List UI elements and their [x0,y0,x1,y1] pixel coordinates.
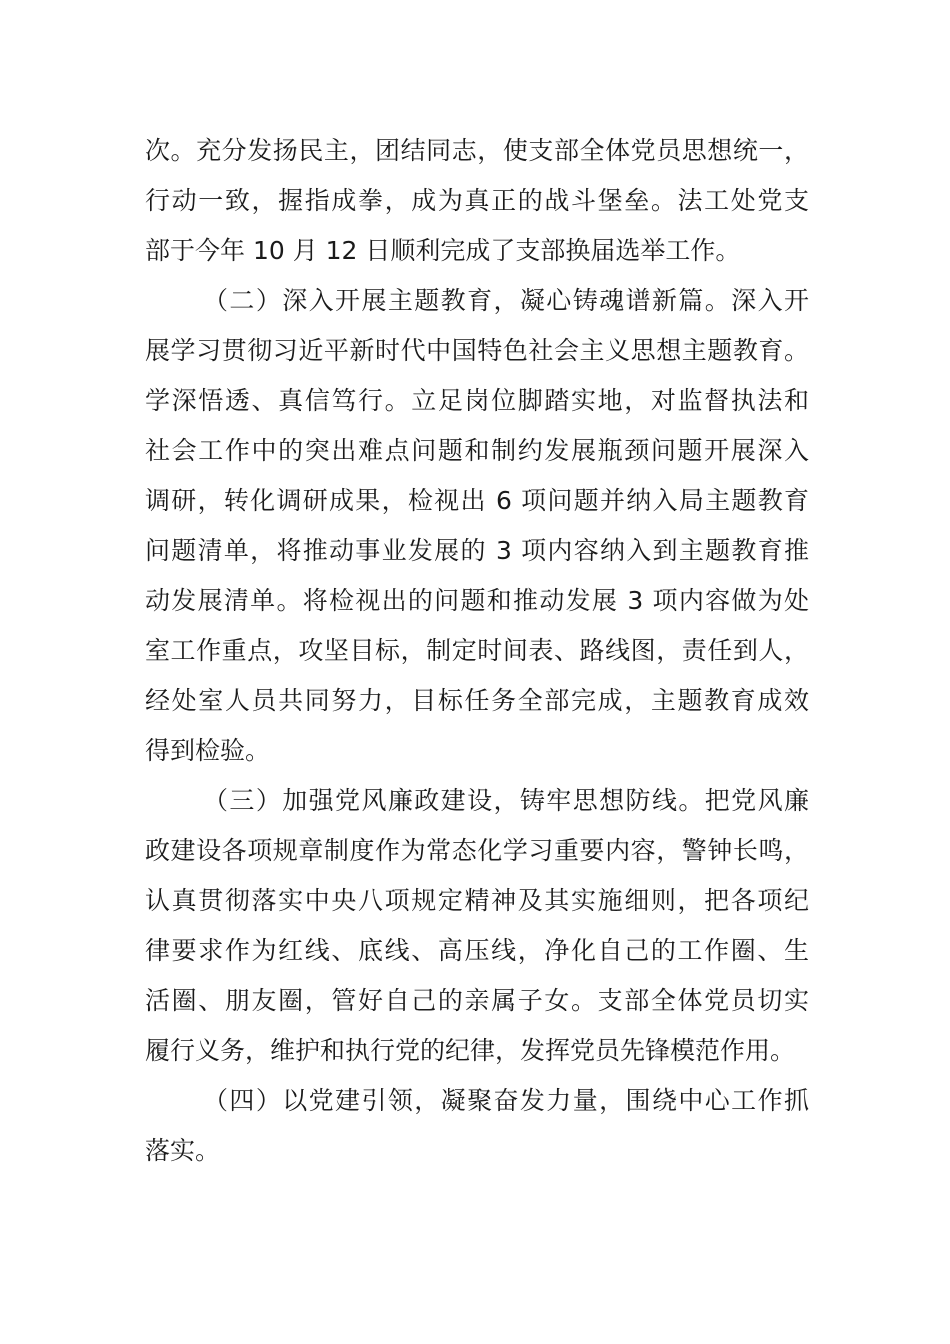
section-heading-line: （三）加强党风廉政建设，铸牢思想防线。把党风廉 [203,786,809,815]
text-line: 经处室人员共同努力，目标任务全部完成，主题教育成效 [145,686,809,715]
text-line: 社会工作中的突出难点问题和制约发展瓶颈问题开展深入 [145,436,809,465]
document-body [145,126,809,1176]
section-heading-line: （四）以党建引领，凝聚奋发力量，围绕中心工作抓 [203,1086,809,1115]
text-line: 政建设各项规章制度作为常态化学习重要内容，警钟长鸣， [145,836,809,865]
text-line: 调研，转化调研成果，检视出 6 项问题并纳入局主题教育 [145,486,809,515]
paragraph-2 [145,276,809,776]
text-line: 得到检验。 [145,736,271,765]
section-heading-line: （二）深入开展主题教育，凝心铸魂谱新篇。深入开 [203,286,809,315]
text-line: 认真贯彻落实中央八项规定精神及其实施细则，把各项纪 [145,886,809,915]
text-line: 室工作重点，攻坚目标，制定时间表、路线图，责任到人， [145,636,809,665]
text-line: 次。充分发扬民主，团结同志，使支部全体党员思想统一， [145,136,809,165]
text-line: 落实。 [145,1136,221,1165]
text-line: 部于今年 10 月 12 日顺利完成了支部换届选举工作。 [145,236,741,265]
text-line: 行动一致，握指成拳，成为真正的战斗堡垒。法工处党支 [145,186,809,215]
paragraph-1 [145,126,809,276]
paragraph-4 [145,1076,809,1176]
paragraph-3 [145,776,809,1076]
text-line: 律要求作为红线、底线、高压线，净化自己的工作圈、生 [145,936,809,965]
text-line: 问题清单，将推动事业发展的 3 项内容纳入到主题教育推 [145,536,809,565]
text-line: 动发展清单。将检视出的问题和推动发展 3 项内容做为处 [145,586,809,615]
text-line: 活圈、朋友圈，管好自己的亲属子女。支部全体党员切实 [145,986,809,1015]
text-line: 展学习贯彻习近平新时代中国特色社会主义思想主题教育。 [145,336,809,365]
text-line: 履行义务，维护和执行党的纪律，发挥党员先锋模范作用。 [145,1036,796,1065]
text-line: 学深悟透、真信笃行。立足岗位脚踏实地，对监督执法和 [145,386,809,415]
